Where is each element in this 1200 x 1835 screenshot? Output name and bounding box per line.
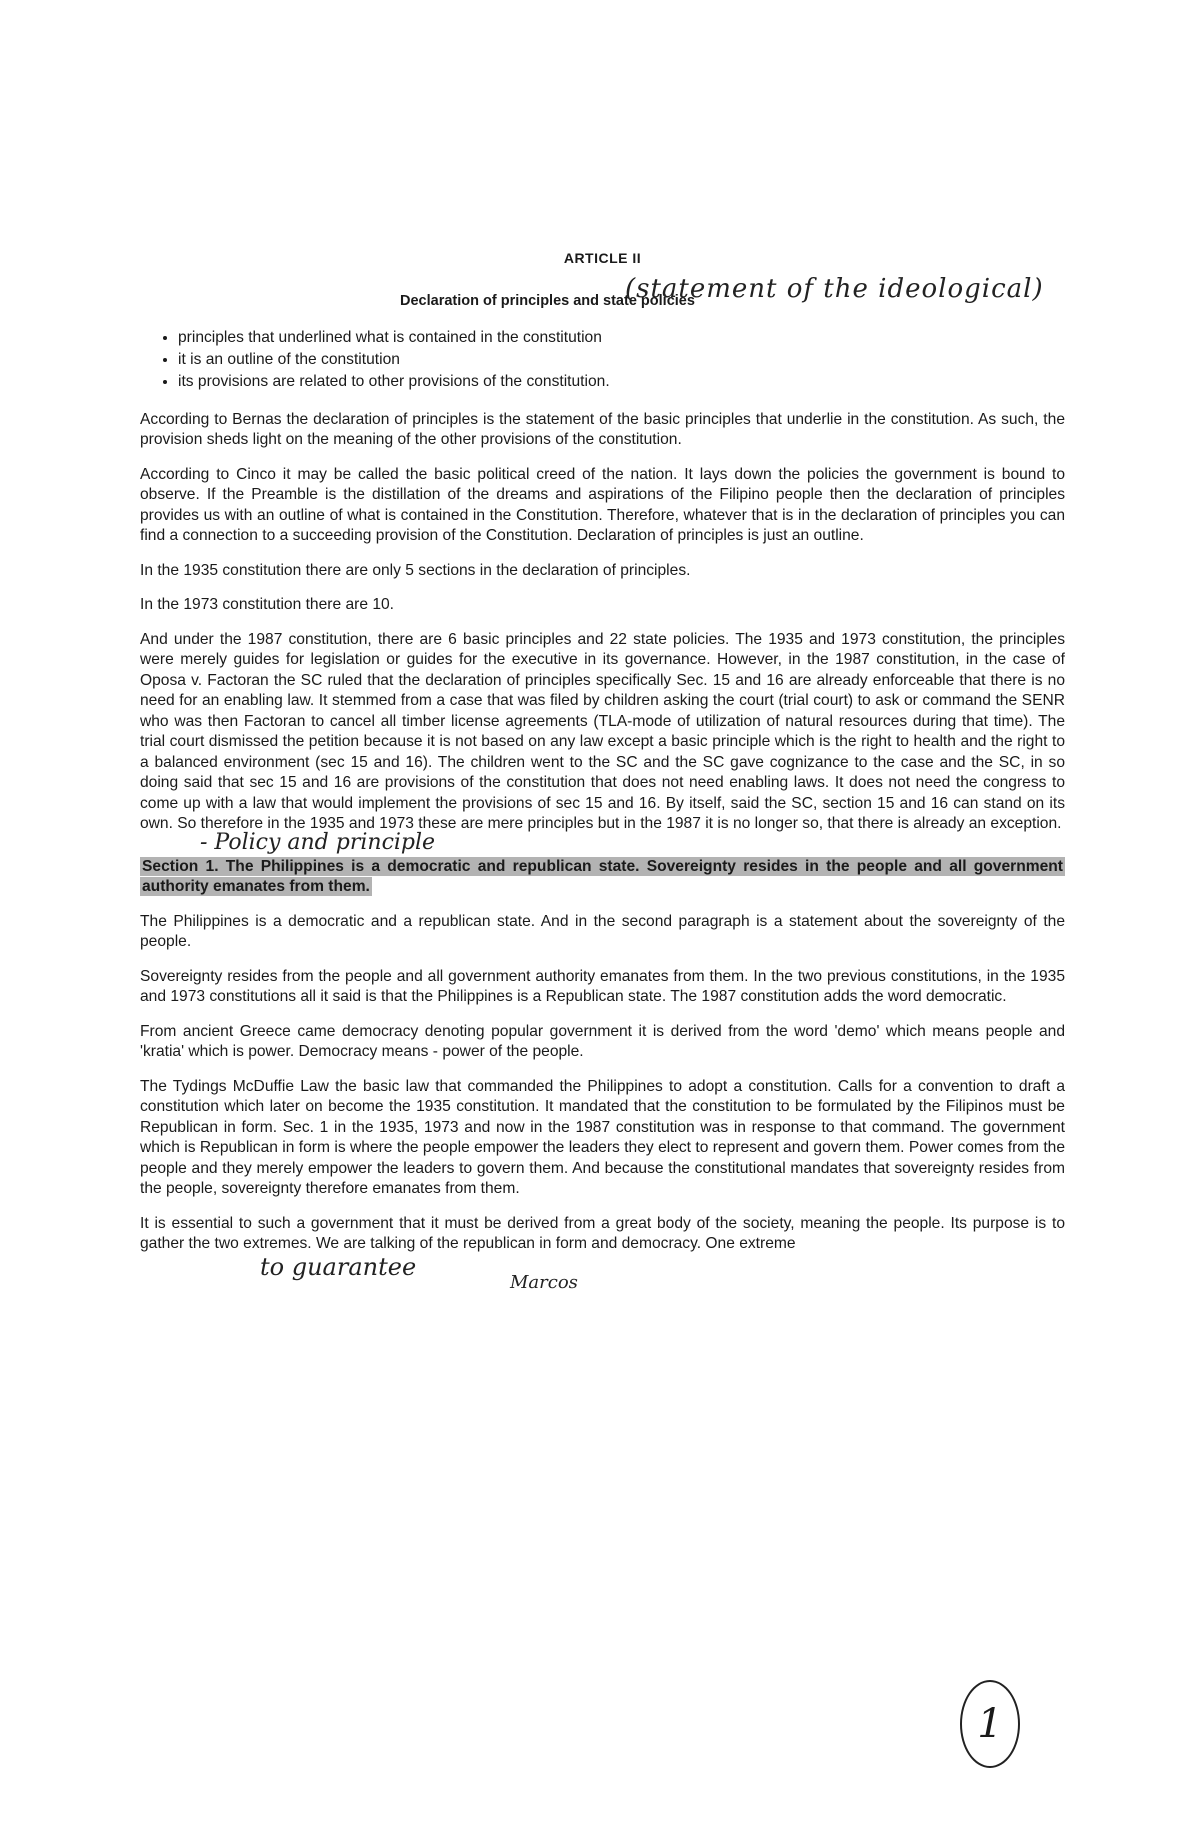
paragraph-cinco: According to Cinco it may be called the basic political creed of the nation. It lays down the policies the government is bound to observe. If the Preamble is the distillation of the dreams and aspirations of the Filipino people then the declaration of principles provides us with an outline of what is contained in the Constitution. Therefore, whatever that is in the declaration of principles you can find a connection to a succeeding provision of the Constitution. Declaration of principles is just an outline. (140, 465, 1065, 544)
paragraph-1935: In the 1935 constitution there are only 5 sections in the declaration of principles. (140, 561, 691, 579)
bullet-item: • its provisions are related to other provisions of the constitution. (178, 371, 1065, 392)
handwritten-policy-note: - Policy and principle (200, 829, 436, 855)
paragraph-sovereignty: Sovereignty resides from the people and all government authority emanates from them. In the two previous constitutions, in the 1935 and 1973 constitutions all it said is that the Philippines is a Republican state. The 1987 constitution adds the word democratic. (140, 967, 1065, 1005)
paragraph-democratic-republican: The Philippines is a democratic and a republican state. And in the second paragraph is a statement about the sovereignty of the people. (140, 912, 1065, 950)
bullet-item: • principles that underlined what is contained in the constitution (178, 327, 1065, 348)
handwritten-subtitle-note: (statement of the ideological) (625, 273, 1044, 304)
section-1-text (140, 857, 1065, 898)
paragraph-1973: In the 1973 constitution there are 10. (140, 596, 395, 613)
section-1-highlight: Section 1. The Philippines is a democratic and republican state. Sovereignty resides in the people and all government authority emanates from them. (142, 857, 1063, 895)
paragraph-essential: It is essential to such a government that it must be derived from a great body of the society, meaning the people. Its purpose is to gather the two extremes. We are talking of the republican in form and democracy. One extreme (140, 1214, 1065, 1252)
handwritten-marks: Marcos (510, 1271, 578, 1293)
handwritten-bottom-notes (140, 1252, 1065, 1337)
paragraph-greece: From ancient Greece came democracy denoting popular government it is derived from the word 'demo' which means people and 'kratia' which is power. Democracy means - power of the people. (140, 1022, 1065, 1060)
paragraph-tydings: The Tydings McDuffie Law the basic law that commanded the Philippines to adopt a constitution. Calls for a convention to draft a constitution which later on become the 1935 constitution. It mandated that the constitution to be formulated by the Filipinos must be Republican in form. Sec. 1 in the 1935, 1973 and now in the 1987 constitution was in response to that command. The government which is Republican in form is where the people empower the leaders they elect to represent and govern them. Power comes from the people and they merely empower the leaders to govern them. And because the constitutional mandates that sovereignty resides from the people, sovereignty therefore emanates from them. (140, 1077, 1065, 1197)
document-content (140, 248, 1065, 1337)
page-number: 1 (960, 1680, 1020, 1768)
article-subtitle: Declaration of principles and state policies (400, 292, 695, 309)
article-title: ARTICLE II (563, 250, 642, 266)
paragraph-bernas: According to Bernas the declaration of principles is the statement of the basic principles that underlie in the constitution. As such, the provision sheds light on the meaning of the other provisions of the constitution. (140, 410, 1065, 448)
subtitle-row (140, 273, 1065, 323)
bullet-item: • it is an outline of the constitution (178, 349, 1065, 370)
handwritten-guarantee: to guarantee (260, 1252, 417, 1281)
principles-bullet-list (140, 327, 1065, 392)
paragraph-1987: And under the 1987 constitution, there are 6 basic principles and 22 state policies. The 1935 and 1973 constitution, the principles were merely guides for legislation or guides for the executive in its governance. However, in the 1987 constitution, in the case of Oposa v. Factoran the SC ruled that the declaration of principles specifically Sec. 15 and 16 are already enforceable that there is no need for an enabling law. It stemmed from a case that was filed by children asking the court (trial court) to ask or command the SENR who was then Factoran to cancel all timber license agreements (TLA-mode of utilization of natural resources during that time). The trial court dismissed the petition because it is not based on any law except a basic principle which is the right to health and the right to a balanced environment (sec 15 and 16). The children went to the SC and the SC gave cognizance to the case and the SC, in so doing said that sec 15 and 16 are provisions of the constitution that does not need enabling laws. It does not need the congress to come up with a law that would implement the provisions of sec 15 and 16. By itself, said the SC, section 15 and 16 can stand on its own. So therefore in the 1935 and 1973 these are mere principles but in the 1987 it is no longer so, that there is already an exception. (140, 630, 1065, 832)
